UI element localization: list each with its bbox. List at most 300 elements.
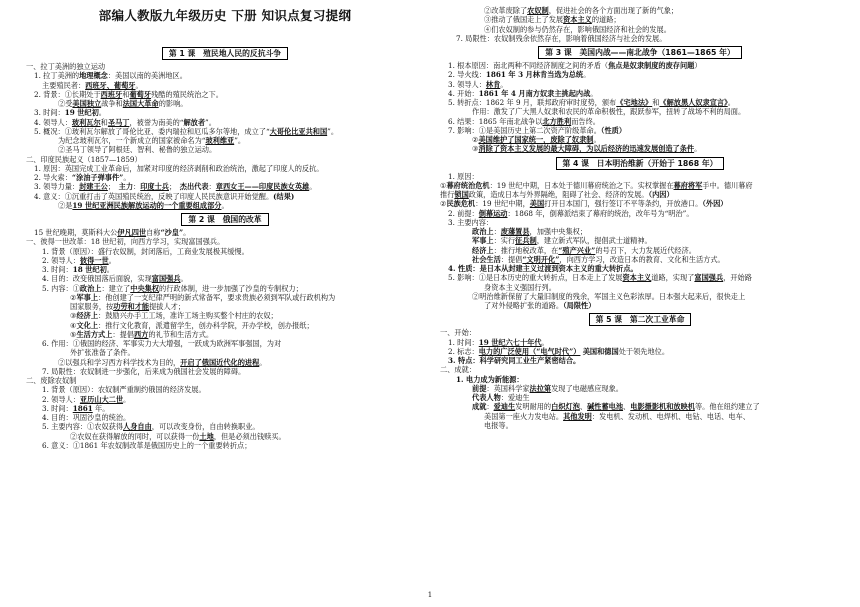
text-run: 4. 目的：改变俄国落后面貌，实现 xyxy=(42,274,152,284)
text-run: 7. 局限性：农奴制进一步强化，后来成为俄国社会发展的障碍。 xyxy=(42,366,246,376)
key-term: 富国强兵 xyxy=(151,274,181,284)
key-term: 美国维护了国家统一，废除了奴隶制 xyxy=(478,135,594,144)
key-term: 倒幕运动 xyxy=(478,208,508,218)
text-line xyxy=(440,144,840,153)
text-run: 政策，造成日本与外界隔绝，阻碍了社会、经济的发展。 xyxy=(468,190,649,199)
key-term: “殖产兴业” xyxy=(558,245,596,255)
text-run: 发现了电磁感应现象。 xyxy=(551,383,623,393)
key-term: 伊凡四世 xyxy=(117,228,147,237)
key-term: 19 世纪亚洲民族解放运动的一个重要组成部分 xyxy=(72,200,222,210)
text-run: 5. 影响：①是日本历史的重大转折点，日本走上了发展 xyxy=(448,273,623,283)
text-line xyxy=(440,328,840,337)
text-run: 。 xyxy=(590,88,598,98)
key-term: 其他发明 xyxy=(563,411,592,421)
text-run: 4. 目的：巩固沙皇的统治。 xyxy=(42,413,131,422)
text-run: 的礼节和生活方式。 xyxy=(148,329,214,339)
text-run: 残酷的殖民统治之下。 xyxy=(151,89,223,99)
text-run: ：爱迪生 xyxy=(500,393,530,402)
text-run: ③推动了俄国走上了发展 xyxy=(484,15,564,25)
text-line xyxy=(26,339,424,348)
text-run: 二、成就： xyxy=(440,365,476,375)
text-run: 3. 领导力量： xyxy=(34,182,80,192)
text-run: 二、废除农奴制 xyxy=(26,376,77,385)
key-term: 土地 xyxy=(199,431,214,441)
text-line xyxy=(26,284,424,293)
text-line xyxy=(440,34,840,43)
key-term: 军事上 xyxy=(472,236,494,246)
text-run: 6. 意义：①1861 年农奴制改革是俄国历史上的一个重要转折点； xyxy=(42,440,252,450)
text-run: 1. 时间： xyxy=(448,337,479,347)
key-term: 主力 xyxy=(118,182,134,192)
text-run: 1. 拉丁美洲的 xyxy=(34,71,80,81)
document-title: 部编人教版九年级历史 下册 知识点复习提纲 xyxy=(98,8,352,23)
text-run: 国家服务，按 xyxy=(70,302,114,311)
text-line xyxy=(440,126,840,135)
text-run: ，促进社会的各个方面出现了新的气象； xyxy=(548,6,679,15)
text-run: ②圣马丁领导了阿根廷、智利、秘鲁的独立运动。 xyxy=(58,145,217,155)
key-term: 开启了俄国近代化的进程 xyxy=(180,357,260,367)
text-run: 推行 xyxy=(440,190,455,199)
text-run: ：1868 年，倒幕派结束了幕府的统治，改年号为“明治”。 xyxy=(507,208,694,218)
text-run: ：实行 xyxy=(493,236,516,246)
text-run: ②以强兵和学习西方科学技术为目的， xyxy=(58,357,181,367)
text-line xyxy=(440,365,840,374)
text-run: 。 xyxy=(123,394,131,404)
text-run: 4. 开始： xyxy=(448,88,479,98)
text-run: 的行政体制，进一步加强了沙皇的专制权力； xyxy=(159,283,303,293)
text-run: 。 xyxy=(221,200,229,210)
key-term: 前提 xyxy=(472,383,487,393)
section-heading xyxy=(181,213,268,226)
key-term: 资本主义 xyxy=(563,15,592,25)
key-term: （外因） xyxy=(702,199,728,209)
text-run: 。 xyxy=(593,135,601,144)
right-column xyxy=(440,6,840,430)
key-term: （局限性） xyxy=(563,301,596,310)
text-run: 5. 概况：①玻利瓦尔解放了哥伦比亚、委内瑞拉和厄瓜多尔等地，成立了“ xyxy=(34,126,270,136)
text-run: ：他创建了一支纪律严明的新式常备军，要求贵族必须到军队或行政机构为 xyxy=(98,292,336,302)
text-run: ：提倡 xyxy=(500,254,523,264)
text-line xyxy=(26,71,424,80)
text-line xyxy=(26,182,424,191)
text-line xyxy=(26,311,424,320)
text-run: 处于领先地位。 xyxy=(618,346,670,356)
text-run: 身资本主义强国行列。 xyxy=(484,282,556,292)
key-term: 玻利瓦尔 xyxy=(71,117,101,127)
text-line xyxy=(440,209,840,218)
text-run: ”。 xyxy=(234,136,246,145)
section-heading xyxy=(556,157,725,170)
text-run: 5. 转折点：1862 年 9 月，联邦政府审时度势，颁布 xyxy=(448,98,617,107)
key-term: 幕府统治危机 xyxy=(446,180,490,190)
text-line xyxy=(440,393,840,402)
text-run: 5. 主要内容：①农奴获得 xyxy=(42,422,124,432)
text-line xyxy=(26,201,424,210)
text-run: 自称 xyxy=(146,228,161,237)
text-line xyxy=(26,136,424,145)
text-line xyxy=(26,81,424,90)
text-run: ： xyxy=(486,402,494,412)
text-line xyxy=(440,98,840,107)
text-line xyxy=(440,356,840,365)
text-run: 4. 领导人： xyxy=(34,117,72,127)
text-line xyxy=(26,256,424,265)
section-heading xyxy=(162,47,288,60)
key-term: 19 世纪初 xyxy=(64,108,99,118)
text-run: 和 xyxy=(100,117,108,127)
text-line xyxy=(26,321,424,330)
text-run: 打开日本国门，强行签订不平等条约，开放港口。 xyxy=(544,199,703,209)
key-term: 法拉第 xyxy=(529,383,552,393)
text-line xyxy=(440,6,840,15)
text-line xyxy=(440,70,840,79)
text-line xyxy=(440,89,840,98)
text-line xyxy=(26,145,424,154)
text-run: 一、开始： xyxy=(440,328,476,338)
text-run: 2. 领导人： xyxy=(42,255,80,265)
text-run: 了对外侵略扩张的道路。 xyxy=(484,301,564,310)
text-line xyxy=(26,118,424,127)
text-run: ，加强中央集权； xyxy=(529,227,588,236)
key-term: 中央集权 xyxy=(130,283,160,293)
page-number: 1 xyxy=(427,591,433,599)
key-term: “文明开化” xyxy=(522,254,560,264)
text-line xyxy=(440,218,840,227)
text-run: 手中。德川幕府 xyxy=(702,180,753,190)
text-line xyxy=(440,236,840,245)
text-run: ④ xyxy=(70,320,77,330)
text-run: ② xyxy=(440,199,447,209)
key-term: 封建王公 xyxy=(79,182,108,192)
key-term: 政治上 xyxy=(79,283,102,293)
text-line xyxy=(440,384,840,393)
text-run: 3. 时间： xyxy=(42,265,73,274)
key-term: 印度士兵 xyxy=(140,182,169,192)
key-term: 代表人物 xyxy=(472,393,501,402)
text-line xyxy=(26,108,424,117)
key-term: 解放者 xyxy=(183,117,206,127)
text-line xyxy=(440,283,840,292)
text-line xyxy=(440,107,840,116)
key-term: 碱性蓄电池 xyxy=(587,402,624,412)
text-run: ： xyxy=(133,182,141,192)
text-run: 电报等。 xyxy=(484,420,513,430)
text-line xyxy=(440,292,840,301)
text-run: ”。 xyxy=(327,126,339,136)
text-run: 。 xyxy=(180,274,188,284)
left-column xyxy=(26,44,424,450)
text-run: 3. 时间： xyxy=(34,108,65,118)
key-term: 征兵制 xyxy=(515,236,537,246)
text-run: 。 xyxy=(135,80,143,90)
text-run: ，建立新式军队，提倡武士道精神。 xyxy=(536,236,652,246)
text-run: ，被誉为南美的“ xyxy=(129,117,184,127)
text-run: ：推行地税改革，在 xyxy=(493,245,559,255)
text-run: 主要殖民者： xyxy=(42,80,86,90)
text-run: 。 xyxy=(309,182,317,192)
text-run: 年。 xyxy=(92,403,110,413)
text-run: ② xyxy=(70,292,77,302)
text-run: 。 xyxy=(106,265,114,274)
key-term: 经济上 xyxy=(76,311,99,321)
text-run: 1. 根本原因：南北两种不同经济制度之间的矛盾（ xyxy=(448,61,609,70)
text-line xyxy=(440,227,840,236)
text-line xyxy=(26,441,424,450)
text-line xyxy=(26,376,424,385)
text-line xyxy=(26,432,424,441)
text-line xyxy=(26,358,424,367)
text-run: 3. 领导人： xyxy=(448,79,486,89)
key-term: 《解放黑人奴隶宣言》 xyxy=(659,98,728,107)
text-run: ②农奴在获得解放的同时，可以获得一份 xyxy=(70,431,200,441)
key-term: 消除了资本主义发展的最大障碍，为以后经济的迅速发展创造了条件 xyxy=(478,144,695,154)
text-run: 和 xyxy=(122,89,130,99)
text-line xyxy=(440,80,840,89)
text-run: ：19 世纪中期，日本处于德川幕府统治之下。实权掌握在 xyxy=(489,180,674,190)
key-term: 社会生活 xyxy=(472,254,501,264)
key-term: 法国大革命 xyxy=(122,99,159,108)
text-run: ：提倡 xyxy=(112,329,134,339)
text-run: 。 xyxy=(500,79,508,89)
key-term: 杰出代表 xyxy=(179,182,209,192)
key-term: 农奴制 xyxy=(527,6,549,15)
text-run: ③ xyxy=(70,311,77,321)
text-run: ②受 xyxy=(58,99,73,108)
key-term: 美国 xyxy=(529,199,545,209)
text-run: 5. 内容：① xyxy=(42,283,80,293)
text-run: 6. 结果：1865 年南北战争以 xyxy=(448,116,543,126)
text-run: 提拔人才； xyxy=(149,302,186,311)
text-line xyxy=(26,302,424,311)
text-run: 1. 原因：英国完成工业革命后，加紧对印度的经济剥削和政治统治，激起了印度人的反抗。 xyxy=(34,163,324,173)
text-run: 。 xyxy=(694,144,702,154)
key-term: 锁国 xyxy=(454,190,469,199)
text-line xyxy=(440,375,840,384)
text-line xyxy=(440,117,840,126)
text-run: ，可以改变身份，自由转换职业。 xyxy=(151,422,260,432)
text-run: 一、彼得一世改革：18 世纪初，向西方学习，实现富国强兵。 xyxy=(26,237,225,247)
text-run: 为纪念玻利瓦尔，一个新成立的国家被命名为“ xyxy=(58,136,206,145)
key-term: 1861 年 4 月南方奴隶主挑起内战 xyxy=(478,88,591,98)
text-line xyxy=(440,199,840,208)
key-term: 政治上 xyxy=(472,227,494,236)
text-line xyxy=(26,265,424,274)
text-run: 7. 局限性：农奴制残余依然存在，影响着俄国经济与社会的发展。 xyxy=(456,33,667,43)
key-term: 大哥伦比亚共和国 xyxy=(269,126,328,136)
text-line xyxy=(26,348,424,357)
text-line xyxy=(26,155,424,164)
text-line xyxy=(26,127,424,136)
text-run: ④们农奴制的参与仍然存在，影响俄国经济和社会的发展。 xyxy=(484,24,671,34)
key-term: 1861 年 3 月林肯当选为总统 xyxy=(485,70,584,80)
text-run: 的影响。 xyxy=(158,99,188,108)
text-line xyxy=(440,412,840,421)
key-term: 功劳和才能 xyxy=(113,302,150,311)
text-run: ，开始路 xyxy=(723,273,752,283)
text-run: 。 xyxy=(98,108,106,118)
text-run: ③ xyxy=(472,144,479,154)
text-run: 、 xyxy=(579,402,588,412)
text-run: 的道路； xyxy=(591,15,621,25)
text-run: 。 xyxy=(583,70,591,80)
text-line xyxy=(440,273,840,282)
key-term: 地理概念 xyxy=(79,71,108,81)
text-line xyxy=(26,422,424,431)
text-line xyxy=(440,347,840,356)
text-run: ②明治维新保留了大量旧制度的残余，军国主义色彩浓厚。日本强大起来后，很快走上 xyxy=(472,291,746,301)
text-line xyxy=(440,255,840,264)
key-term: 电力的广泛使用（“电气时代”） xyxy=(478,346,581,356)
key-term: 3. 特点：科学研究同工业生产紧密结合。 xyxy=(448,356,581,365)
text-line xyxy=(26,404,424,413)
text-run: 、 xyxy=(623,402,631,412)
key-term: 幕府将军 xyxy=(673,180,703,190)
text-run: ：推行文化教育，派遣留学生，创办科学院，开办学校，创办报纸； xyxy=(98,320,314,330)
key-term: （内因） xyxy=(648,190,674,199)
text-run: 4. 意义：①沉重打击了英国殖民统治，反映了印度人民民族意识开始觉醒。 xyxy=(34,191,274,201)
text-run: 第 3 课 美国内战——南北战争（1861—1865 年） xyxy=(545,48,735,57)
text-run: 1. 背景（原因）：农奴制严重制约俄国的经济发展。 xyxy=(42,385,206,395)
text-run: ：美国以南的美洲地区。 xyxy=(107,71,187,81)
text-run: 。 xyxy=(541,337,549,347)
text-run: 1. 原因： xyxy=(448,171,479,181)
key-term: 生活方式上 xyxy=(76,329,113,339)
key-term: “涂油子弹事件” xyxy=(71,173,124,182)
key-term: 人身自由 xyxy=(123,422,152,432)
key-term: 西班牙 xyxy=(100,89,123,99)
key-term: 《宅地法》 xyxy=(616,98,653,107)
text-run: ； xyxy=(107,182,119,192)
text-run: 。 xyxy=(108,255,116,265)
key-term: 文化上 xyxy=(76,320,99,330)
text-line xyxy=(440,181,840,190)
text-line xyxy=(26,395,424,404)
key-term: 白炽灯泡 xyxy=(551,402,580,412)
text-run: 2. 导火线： xyxy=(448,70,486,80)
text-line xyxy=(440,135,840,144)
text-run: 美国第一座火力发电站。 xyxy=(484,411,564,421)
text-run: 2. 标志： xyxy=(448,346,479,356)
text-run: ； xyxy=(169,182,180,192)
section-heading xyxy=(589,313,692,326)
text-run: 6. 作用：①俄国的经济、军事实力大大增强，一跃成为欧洲军事强国，为对 xyxy=(42,339,282,348)
text-line xyxy=(26,173,424,182)
text-line xyxy=(26,164,424,173)
text-line xyxy=(440,25,840,34)
text-line xyxy=(26,385,424,394)
text-line xyxy=(440,61,840,70)
key-term: 美国独立 xyxy=(72,99,102,108)
text-run: ： xyxy=(493,227,501,236)
text-line xyxy=(26,237,424,246)
text-run: 一、拉丁美洲的独立运动 xyxy=(26,62,106,71)
text-run: 15 世纪晚期，莫斯科大公 xyxy=(34,228,118,237)
text-line xyxy=(26,62,424,71)
key-term: 4. 性质：是日本从封建主义过渡到资本主义的重大转折点。 xyxy=(448,264,638,273)
text-line xyxy=(440,264,840,273)
text-line xyxy=(440,246,840,255)
key-term: （性质） xyxy=(600,125,627,135)
key-term: 19 世纪六七十年代 xyxy=(478,337,542,347)
key-term: 葡萄牙 xyxy=(129,89,152,99)
key-term: 章西女王——印度民族女英雄 xyxy=(215,182,310,192)
key-term: 民族危机 xyxy=(446,199,476,209)
key-term: 西班牙、葡萄牙 xyxy=(85,80,136,90)
text-run: ，向西方学习，改造日本的教育、文化和生活方式。 xyxy=(559,254,725,264)
key-term: 西方 xyxy=(133,329,149,339)
text-run: ：19 世纪中期， xyxy=(475,199,530,209)
key-term: 资本主义 xyxy=(622,273,652,283)
key-term: 玻利维亚 xyxy=(205,136,235,145)
key-term: 爱迪生 xyxy=(493,402,516,412)
key-term: “沙皇” xyxy=(160,228,184,237)
text-line xyxy=(440,15,840,24)
key-term: 经济上 xyxy=(472,245,494,255)
text-run: ”。 xyxy=(205,117,216,127)
text-run: 道路，实现了 xyxy=(651,273,695,283)
text-line xyxy=(26,247,424,256)
text-line xyxy=(26,192,424,201)
text-line xyxy=(26,99,424,108)
key-term: 亚历山大二世 xyxy=(79,394,124,404)
text-run: 第 4 课 日本明治维新（开始于 1868 年） xyxy=(562,158,718,168)
text-run: ：鼓励兴办手工工场，准许工场主购买整个村庄的农奴； xyxy=(98,311,278,321)
key-term: 1. 电力成为新能源： xyxy=(456,374,524,384)
text-line xyxy=(440,301,840,310)
key-term: 圣马丁 xyxy=(107,117,130,127)
text-run: 2. 领导人： xyxy=(42,394,80,404)
section-heading xyxy=(538,46,742,59)
text-run: ⑤ xyxy=(70,329,77,339)
text-run: ，但是必须出钱赎买。 xyxy=(213,431,286,441)
text-line xyxy=(26,330,424,339)
text-run: ① xyxy=(440,180,447,190)
key-term: 富国强兵 xyxy=(694,273,724,283)
key-term: 1861 xyxy=(72,403,93,413)
text-line xyxy=(440,338,840,347)
text-line xyxy=(26,413,424,422)
text-run: ：发电机、发动机、电焊机、电钻、电话、电车、 xyxy=(591,411,750,421)
text-run: 作用：激发了广大黑人奴隶和农民的革命积极性，跟跃参军，扭转了战场不利的局面。 xyxy=(472,107,746,117)
text-run: 发明耐用的 xyxy=(515,402,552,412)
text-run: 。 xyxy=(183,228,191,237)
text-run: 战争和 xyxy=(101,99,123,108)
text-run: 外扩张准备了条件。 xyxy=(70,348,135,358)
text-line xyxy=(26,367,424,376)
text-run: 第 5 课 第二次工业革命 xyxy=(595,315,685,325)
text-line xyxy=(440,190,840,199)
key-term: 焦点是奴隶制度的废存问题 xyxy=(608,61,695,70)
text-run: ） xyxy=(694,61,702,70)
text-line xyxy=(26,228,424,237)
text-run: 第 2 课 俄国的改革 xyxy=(188,215,262,224)
key-term: 彼得一世 xyxy=(79,255,109,265)
text-run: 第 1 课 殖民地人民的反抗斗争 xyxy=(168,49,282,58)
text-line xyxy=(440,402,840,411)
text-run: 。 xyxy=(259,357,267,367)
text-run: 3. 主要内容： xyxy=(448,217,494,227)
text-line xyxy=(440,421,840,430)
key-term: (结果) xyxy=(273,191,295,201)
key-term: 北方胜利 xyxy=(542,116,572,126)
key-term: 18 世纪初 xyxy=(72,265,107,274)
text-run: ②改革废除了 xyxy=(484,6,528,15)
text-run: ：英国科学家 xyxy=(486,383,530,393)
key-term: 废藩置县 xyxy=(500,227,530,236)
text-run: 的号召下，大力发展近代经济。 xyxy=(595,245,696,255)
text-run: ： xyxy=(208,182,216,192)
text-run: 。 xyxy=(727,98,735,107)
